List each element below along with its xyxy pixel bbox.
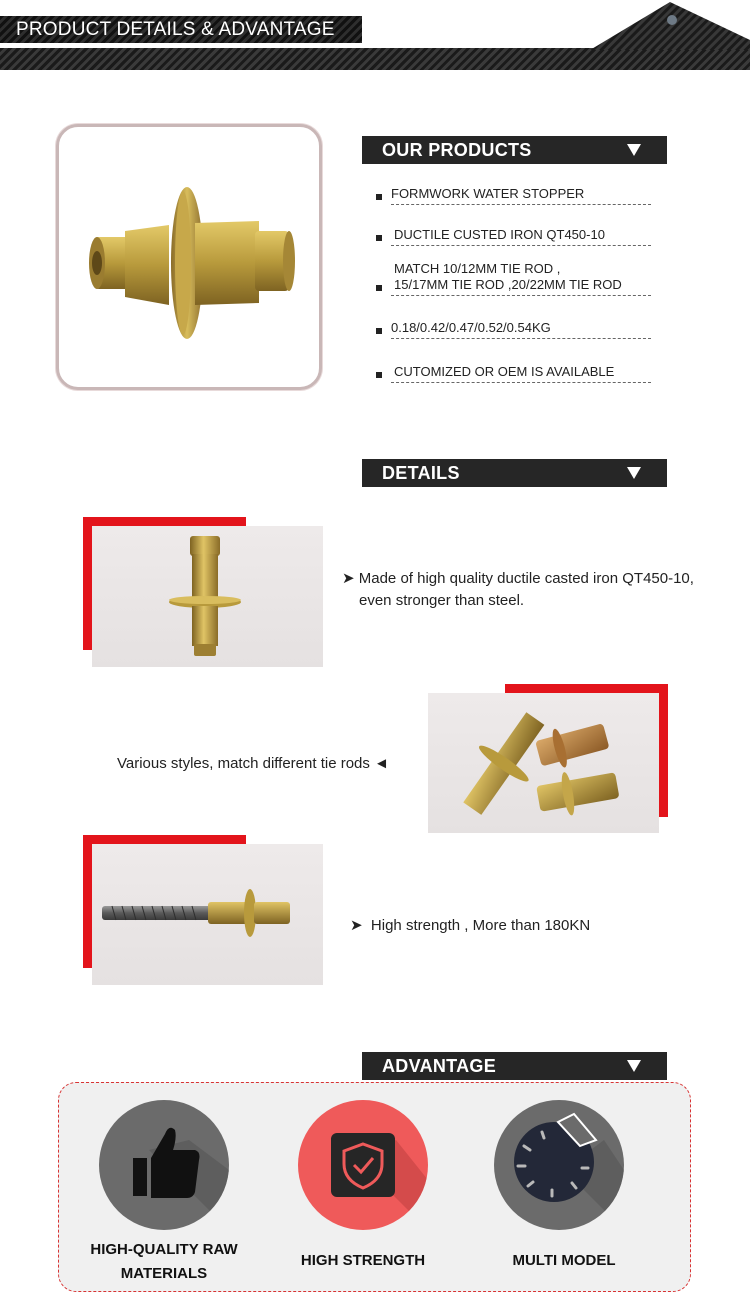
square-bullet-icon xyxy=(376,372,382,378)
square-bullet-icon xyxy=(376,194,382,200)
main-product-image xyxy=(56,124,322,390)
triangle-down-icon xyxy=(627,1060,641,1072)
advantage-circle-model xyxy=(494,1100,624,1230)
detail-photo-various-stoppers xyxy=(428,693,659,833)
red-corner-accent xyxy=(505,684,668,693)
detail-photo-single-stopper xyxy=(92,526,323,667)
various-stoppers-illustration xyxy=(428,693,659,833)
arrow-right-icon: ➤ xyxy=(350,917,363,934)
single-stopper-illustration xyxy=(92,526,323,667)
section-title: ADVANTAGE xyxy=(382,1056,497,1076)
square-bullet-icon xyxy=(376,285,382,291)
spec-text: CUTOMIZED OR OEM IS AVAILABLE xyxy=(394,364,615,379)
top-header-band xyxy=(0,0,750,70)
header-stripe xyxy=(0,48,750,70)
section-title: OUR PRODUCTS xyxy=(382,140,532,160)
dial-icon xyxy=(494,1100,624,1230)
red-corner-accent xyxy=(83,517,92,650)
red-corner-accent xyxy=(83,835,92,968)
advantage-label-quality: HIGH-QUALITY RAW MATERIALS xyxy=(90,1241,238,1282)
advantage-label-strength: HIGH STRENGTH xyxy=(300,1252,426,1269)
page-title: PRODUCT DETAILS & ADVANTAGE xyxy=(0,16,362,43)
spec-item xyxy=(376,261,666,296)
triangle-down-icon xyxy=(627,144,641,156)
section-header-advantage xyxy=(362,1052,667,1080)
spec-item xyxy=(376,320,666,339)
thumbs-up-icon xyxy=(99,1100,229,1230)
square-bullet-icon xyxy=(376,328,382,334)
advantage-circle-quality xyxy=(99,1100,229,1230)
section-header-details xyxy=(362,459,667,487)
triangle-down-icon xyxy=(627,467,641,479)
stopper-with-tie-rod-illustration xyxy=(92,844,323,985)
spec-item xyxy=(376,364,666,383)
roof-decoration xyxy=(560,0,750,50)
spec-text: MATCH 10/12MM TIE ROD , xyxy=(394,261,561,276)
advantage-circle-strength xyxy=(298,1100,428,1230)
spec-text: FORMWORK WATER STOPPER xyxy=(391,186,585,201)
arrow-left-icon: ◄ xyxy=(374,755,389,772)
water-stopper-illustration xyxy=(59,127,319,387)
detail-text-material: ➤ Made of high quality ductile casted iron QT450-10, even stronger than steel. xyxy=(342,570,694,609)
detail-photo-stopper-with-rod xyxy=(92,844,323,985)
spec-text: 15/17MM TIE ROD ,20/22MM TIE ROD xyxy=(394,277,622,292)
square-bullet-icon xyxy=(376,235,382,241)
detail-text-styles: Various styles, match different tie rods ◄ xyxy=(117,755,389,772)
section-header-our-products xyxy=(362,136,667,164)
spec-item xyxy=(376,227,666,246)
detail-text-strength: ➤ High strength , More than 180KN xyxy=(350,917,591,934)
spec-text: 0.18/0.42/0.47/0.52/0.54KG xyxy=(391,320,551,335)
shield-check-icon xyxy=(298,1100,428,1230)
red-corner-accent xyxy=(83,517,246,526)
red-corner-accent xyxy=(659,684,668,817)
spec-item xyxy=(376,186,666,205)
red-corner-accent xyxy=(83,835,246,844)
spec-text: DUCTILE CUSTED IRON QT450-10 xyxy=(394,227,605,242)
section-title: DETAILS xyxy=(382,463,460,483)
arrow-right-icon: ➤ xyxy=(342,570,355,587)
advantage-label-model: MULTI MODEL xyxy=(512,1252,616,1269)
